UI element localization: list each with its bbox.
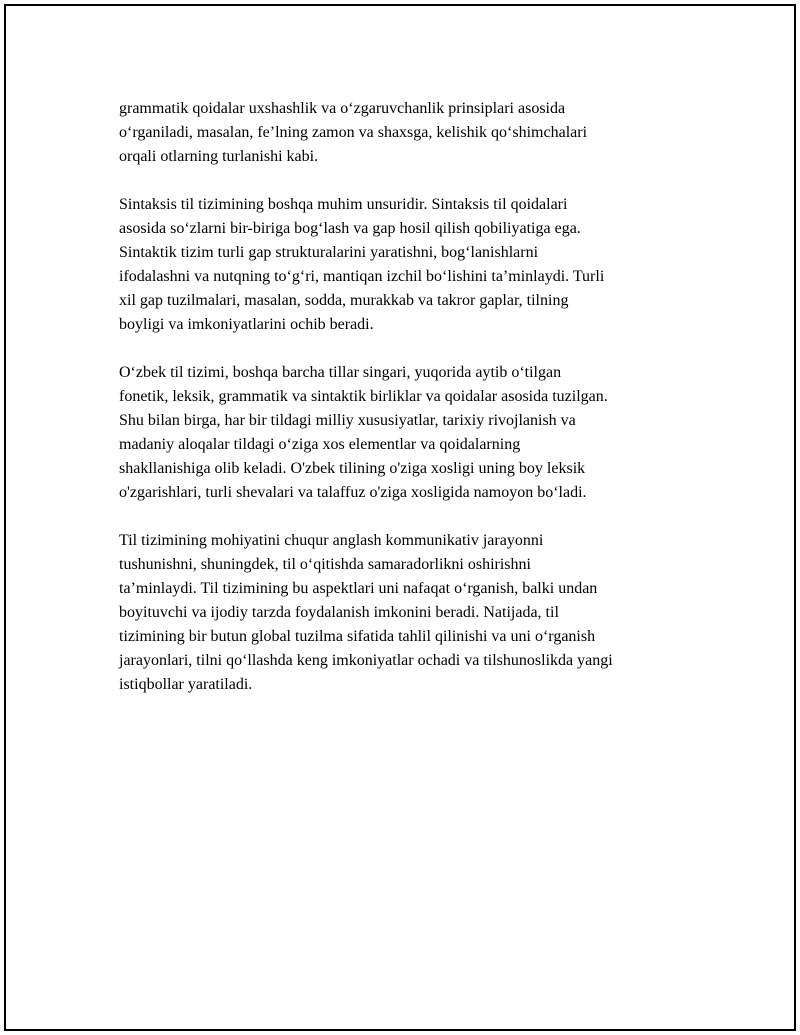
paragraph-conclusion — [119, 529, 701, 697]
text-line: ta’minlaydi. Til tizimining bu aspektlari uni nafaqat o‘rganish, balki undan — [119, 580, 598, 597]
text-line: jarayonlari, tilni qo‘llashda keng imkoniyatlar ochadi va tilshunoslikda yangi — [119, 652, 613, 669]
paragraph-uzbek-language-system — [119, 361, 701, 505]
text-line: Sintaksis til tizimining boshqa muhim unsuridir. Sintaksis til qoidalari — [119, 196, 568, 213]
text-line: ifodalashni va nutqning to‘g‘ri, mantiqan izchil bo‘lishini ta’minlaydi. Turli — [119, 268, 605, 285]
text-line: grammatik qoidalar uxshashlik va o‘zgaruvchanlik prinsiplari asosida — [119, 100, 566, 117]
page-frame — [4, 4, 796, 1031]
text-line: asosida so‘zlarni bir-biriga bog‘lash va gap hosil qilish qobiliyatiga ega. — [119, 220, 581, 237]
paragraph-morphology-end — [119, 97, 701, 169]
text-line: boyituvchi va ijodiy tarzda foydalanish imkonini beradi. Natijada, til — [119, 604, 559, 621]
text-line: fonetik, leksik, grammatik va sintaktik birliklar va qoidalar asosida tuzilgan. — [119, 388, 608, 405]
text-line: xil gap tuzilmalari, masalan, sodda, murakkab va takror gaplar, tilning — [119, 292, 569, 309]
text-line: o'zgarishlari, turli shevalari va talaffuz o'ziga xosligida namoyon bo‘ladi. — [119, 484, 587, 501]
text-line: madaniy aloqalar tildagi o‘ziga xos elementlar va qoidalarning — [119, 436, 521, 453]
text-line: istiqbollar yaratiladi. — [119, 676, 253, 693]
text-line: tushunishni, shuningdek, til o‘qitishda samaradorlikni oshirishni — [119, 556, 531, 573]
document-body — [119, 97, 701, 721]
text-line: tizimining bir butun global tuzilma sifatida tahlil qilinishi va uni o‘rganish — [119, 628, 596, 645]
text-line: shakllanishiga olib keladi. O'zbek tilining o'ziga xosligi uning boy leksik — [119, 460, 586, 477]
text-line: boyligi va imkoniyatlarini ochib beradi. — [119, 316, 374, 333]
paragraph-syntax — [119, 193, 701, 337]
text-line: o‘rganiladi, masalan, fe’lning zamon va shaxsga, kelishik qo‘shimchalari — [119, 124, 588, 141]
text-line: orqali otlarning turlanishi kabi. — [119, 148, 319, 165]
text-line: O‘zbek til tizimi, boshqa barcha tillar singari, yuqorida aytib o‘tilgan — [119, 364, 562, 381]
text-line: Shu bilan birga, har bir tildagi milliy xususiyatlar, tarixiy rivojlanish va — [119, 412, 576, 429]
text-line: Til tizimining mohiyatini chuqur anglash kommunikativ jarayonni — [119, 532, 544, 549]
text-line: Sintaktik tizim turli gap strukturalarini yaratishni, bog‘lanishlarni — [119, 244, 539, 261]
